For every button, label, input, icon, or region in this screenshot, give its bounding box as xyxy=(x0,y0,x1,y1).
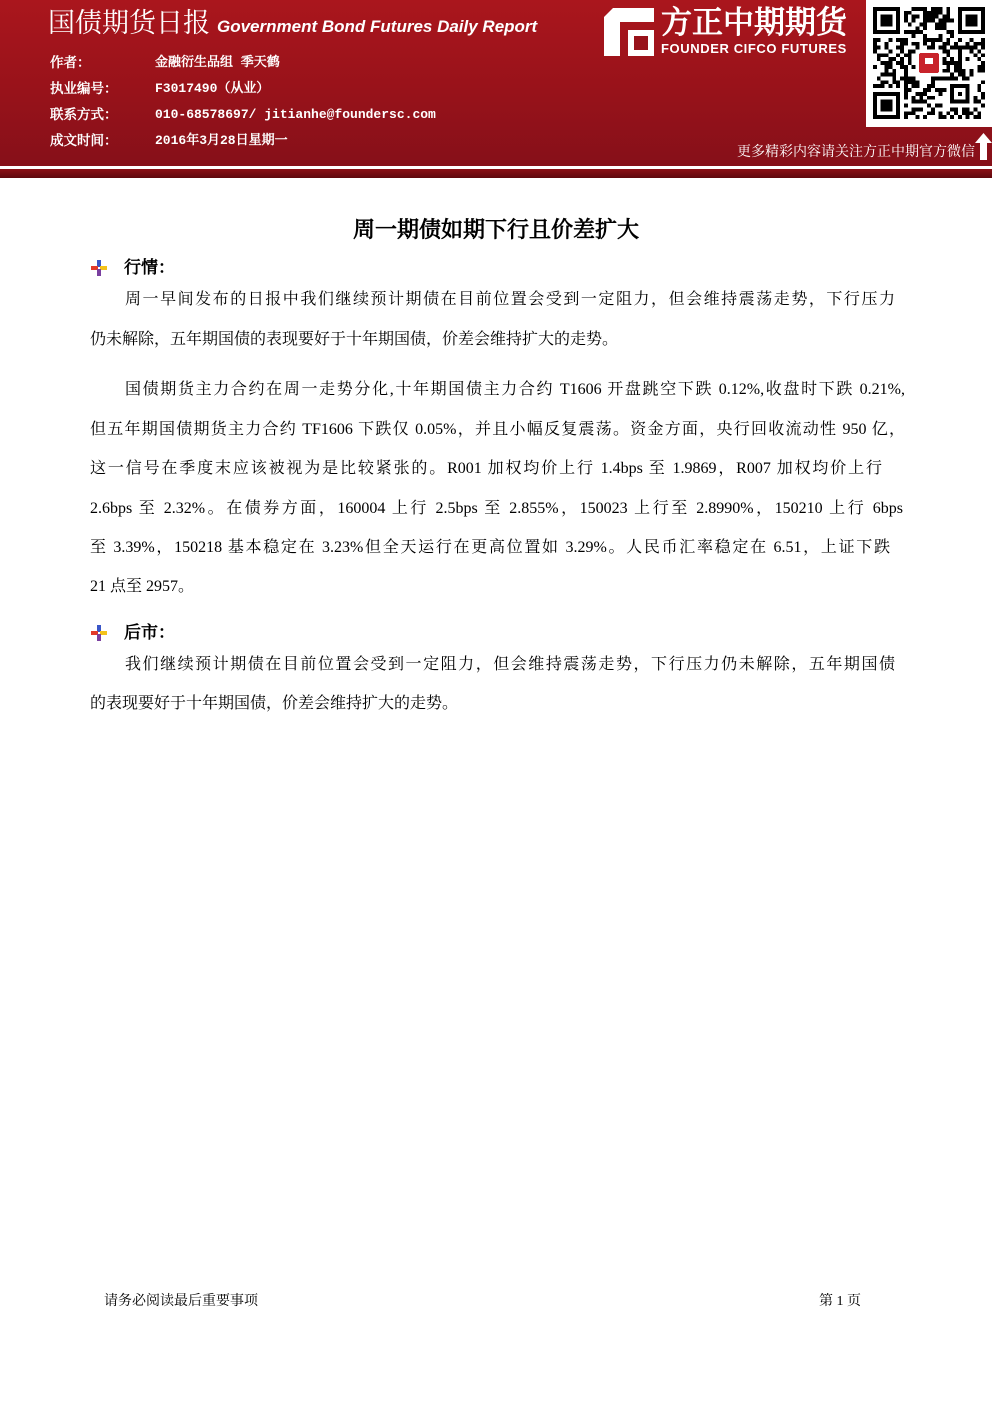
contact-label: 联系方式： xyxy=(50,107,118,123)
section-bullet-icon xyxy=(91,260,107,276)
report-header-banner xyxy=(0,0,992,166)
qr-center-logo-mark xyxy=(925,58,933,64)
report-title-cn: 国债期货日报 xyxy=(48,8,210,39)
author-value: 金融衍生品组 季天鹤 xyxy=(155,55,280,70)
date-value: 2016年3月28日星期一 xyxy=(155,133,288,148)
section-heading-market: 行情： xyxy=(124,258,175,277)
wechat-qr-code xyxy=(866,0,992,127)
qr-finder-bottom-left xyxy=(873,92,900,119)
author-label: 作者： xyxy=(50,55,91,71)
qr-finder-top-right xyxy=(958,7,985,34)
footer-notice: 请务必阅读最后重要事项 xyxy=(104,1294,258,1309)
license-label: 执业编号： xyxy=(50,81,118,97)
company-name-en: FOUNDER CIFCO FUTURES xyxy=(661,41,847,56)
page-number: 第 1 页 xyxy=(819,1294,861,1309)
qr-pattern xyxy=(873,7,985,119)
qr-finder-top-left xyxy=(873,7,900,34)
paragraph-line: 但五年期国债期货主力合约 TF1606 下跌仅 0.05%，并且小幅反复震荡。资金方面，央行回收流动性 950 亿， xyxy=(90,421,905,438)
section-bullet-icon xyxy=(91,625,107,641)
up-arrow-icon xyxy=(975,133,992,160)
founder-logo-icon xyxy=(604,8,654,56)
paragraph-line: 这一信号在季度末应该被视为是比较紧张的。R001 加权均价上行 1.4bps 至 1.9869，R007 加权均价上行 xyxy=(90,460,882,477)
paragraph-line: 至 3.39%，150218 基本稳定在 3.23%但全天运行在更高位置如 3.29%。人民币汇率稳定在 6.51，上证下跌 xyxy=(90,539,890,556)
document-title: 周一期债如期下行且价差扩大 xyxy=(352,217,639,242)
company-name-cn: 方正中期期货 xyxy=(661,5,847,41)
paragraph-line: 的表现要好于十年期国债，价差会维持扩大的走势。 xyxy=(90,695,459,712)
paragraph-line: 国债期货主力合约在周一走势分化,十年期国债主力合约 T1606 开盘跳空下跌 0.12%,收盘时下跌 0.21%, xyxy=(125,381,905,398)
paragraph-line: 21 点至 2957。 xyxy=(90,578,195,595)
paragraph-line: 2.6bps 至 2.32%。在债券方面，160004 上行 2.5bps 至 2.855%，150023 上行至 2.8990%，150210 上行 6bps xyxy=(90,500,903,517)
report-title-en: Government Bond Futures Daily Report xyxy=(217,17,538,36)
license-value: F3017490（从业） xyxy=(155,81,270,96)
header-divider-band xyxy=(0,169,992,178)
paragraph-line: 周一早间发布的日报中我们继续预计期债在目前位置会受到一定阻力，但会维持震荡走势，下行压力 xyxy=(125,291,895,308)
qr-alignment-mark xyxy=(950,84,969,103)
paragraph-line: 仍未解除，五年期国债的表现要好于十年期国债，价差会维持扩大的走势。 xyxy=(90,331,619,348)
contact-value: 010-68578697/ jitianhe@foundersc.com xyxy=(155,107,436,122)
paragraph-line: 我们继续预计期债在目前位置会受到一定阻力，但会维持震荡走势，下行压力仍未解除，五年期国债 xyxy=(125,656,895,673)
date-label: 成文时间： xyxy=(50,133,118,149)
wechat-follow-note: 更多精彩内容请关注方正中期官方微信 xyxy=(737,144,975,160)
section-heading-outlook: 后市： xyxy=(124,623,175,642)
